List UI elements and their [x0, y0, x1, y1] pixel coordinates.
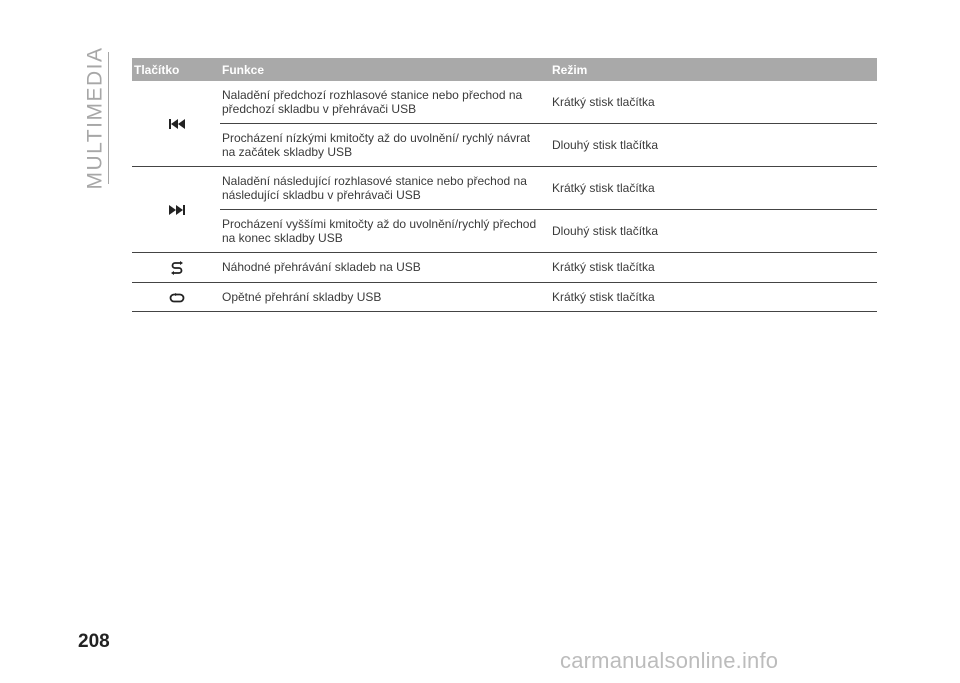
next-track-icon: [169, 205, 185, 215]
table-cell-icon: [132, 282, 220, 311]
table-cell-mode: Krátký stisk tlačítka: [550, 282, 877, 311]
table-row: [132, 282, 877, 311]
table-cell-icon: [132, 167, 220, 253]
table-cell-icon: [132, 253, 220, 283]
section-divider: [108, 52, 109, 184]
repeat-icon: [169, 293, 185, 303]
watermark: carmanualsonline.info: [560, 648, 779, 673]
table-header-row: [132, 58, 877, 81]
table-cell-function: Náhodné přehrávání skladeb na USB: [220, 253, 550, 283]
table-cell-icon: [132, 81, 220, 167]
table-cell-mode: Dlouhý stisk tlačítka: [550, 210, 877, 253]
table-cell-mode: Dlouhý stisk tlačítka: [550, 124, 877, 167]
shuffle-icon: [170, 261, 184, 275]
table-cell-function: Naladění následující rozhlasové stanice nebo přechod na následující skladbu v přehrávači USB: [220, 167, 550, 210]
controls-table: [132, 58, 877, 312]
table-cell-function: Procházení nízkými kmitočty až do uvolnění/ rychlý návrat na začátek skladby USB: [220, 124, 550, 167]
table-cell-function: Opětné přehrání skladby USB: [220, 282, 550, 311]
table-row: [132, 81, 877, 124]
section-label-text: MULTIMEDIA: [83, 46, 107, 190]
table-row: [132, 253, 877, 283]
table-row: [132, 210, 877, 253]
previous-track-icon: [169, 119, 185, 129]
header-mode: Režim: [550, 58, 877, 81]
table-cell-mode: Krátký stisk tlačítka: [550, 167, 877, 210]
page-number: 208: [78, 631, 110, 652]
section-label: [80, 46, 110, 190]
table-cell-function: Naladění předchozí rozhlasové stanice nebo přechod na předchozí skladbu v přehrávači USB: [220, 81, 550, 124]
header-button: Tlačítko: [132, 58, 220, 81]
table-cell-function: Procházení vyššími kmitočty až do uvolnění/rychlý přechod na konec skladby USB: [220, 210, 550, 253]
table-row: [132, 167, 877, 210]
header-function: Funkce: [220, 58, 550, 81]
table-row: [132, 124, 877, 167]
table-cell-mode: Krátký stisk tlačítka: [550, 253, 877, 283]
table-cell-mode: Krátký stisk tlačítka: [550, 81, 877, 124]
